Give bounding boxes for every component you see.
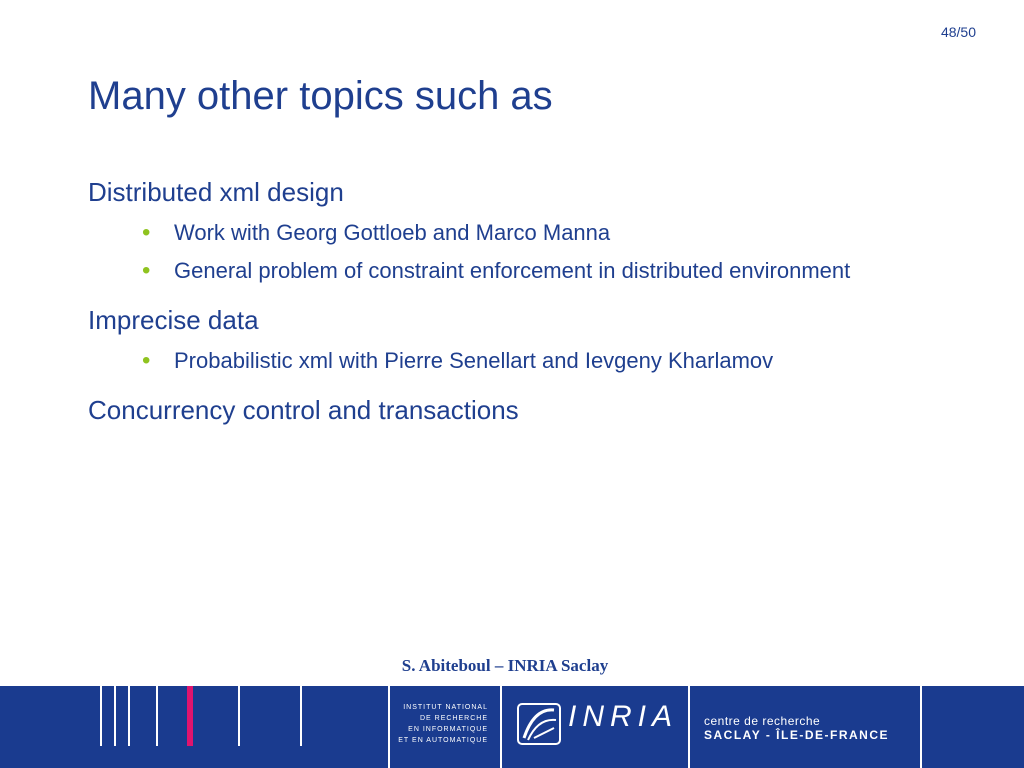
decorative-line <box>100 686 102 746</box>
divider-line <box>920 686 922 768</box>
bullet-icon: • <box>142 257 151 284</box>
bullet-text: Work with Georg Gottloeb and Marco Manna <box>174 220 611 245</box>
decorative-line <box>300 686 302 746</box>
bullet-list <box>88 342 988 380</box>
institute-name <box>396 702 488 746</box>
section-concurrency <box>88 394 988 426</box>
bullet-icon: • <box>142 347 151 374</box>
bullet-text: Probabilistic xml with Pierre Senellart and Ievgeny Kharlamov <box>174 348 774 373</box>
institute-line: INSTITUT NATIONAL <box>403 704 488 711</box>
decorative-line <box>187 686 193 746</box>
divider-line <box>388 686 390 768</box>
bullet-item <box>88 342 988 380</box>
divider-line <box>500 686 502 768</box>
divider-line <box>688 686 690 768</box>
institute-line: ET EN AUTOMATIQUE <box>398 737 488 744</box>
institute-line: DE RECHERCHE <box>419 715 488 722</box>
centre-label: centre de recherche <box>704 714 821 728</box>
institute-line: EN INFORMATIQUE <box>408 726 488 733</box>
slide-title: Many other topics such as <box>88 74 553 118</box>
decorative-line <box>156 686 158 746</box>
bullet-item <box>88 252 988 290</box>
section-heading: Distributed xml design <box>88 177 344 207</box>
bullet-list <box>88 214 988 290</box>
page-number: 48/50 <box>940 24 976 40</box>
bullet-item <box>88 214 988 252</box>
section-imprecise-data <box>88 304 988 380</box>
footer-band <box>0 686 1024 768</box>
slide-content <box>88 176 988 440</box>
decorative-line <box>114 686 116 746</box>
section-distributed-xml <box>88 176 988 290</box>
section-heading: Imprecise data <box>88 305 259 335</box>
bullet-icon: • <box>142 219 151 246</box>
bullet-text: General problem of constraint enforcement in distributed environment <box>174 258 851 283</box>
decorative-line <box>238 686 240 746</box>
inria-logo-text: INRIA <box>568 700 679 733</box>
centre-name: SACLAY - ÎLE-DE-FRANCE <box>704 728 890 742</box>
footer-author: S. Abiteboul – INRIA Saclay <box>401 656 609 675</box>
section-heading: Concurrency control and transactions <box>88 395 519 425</box>
decorative-line <box>128 686 130 746</box>
